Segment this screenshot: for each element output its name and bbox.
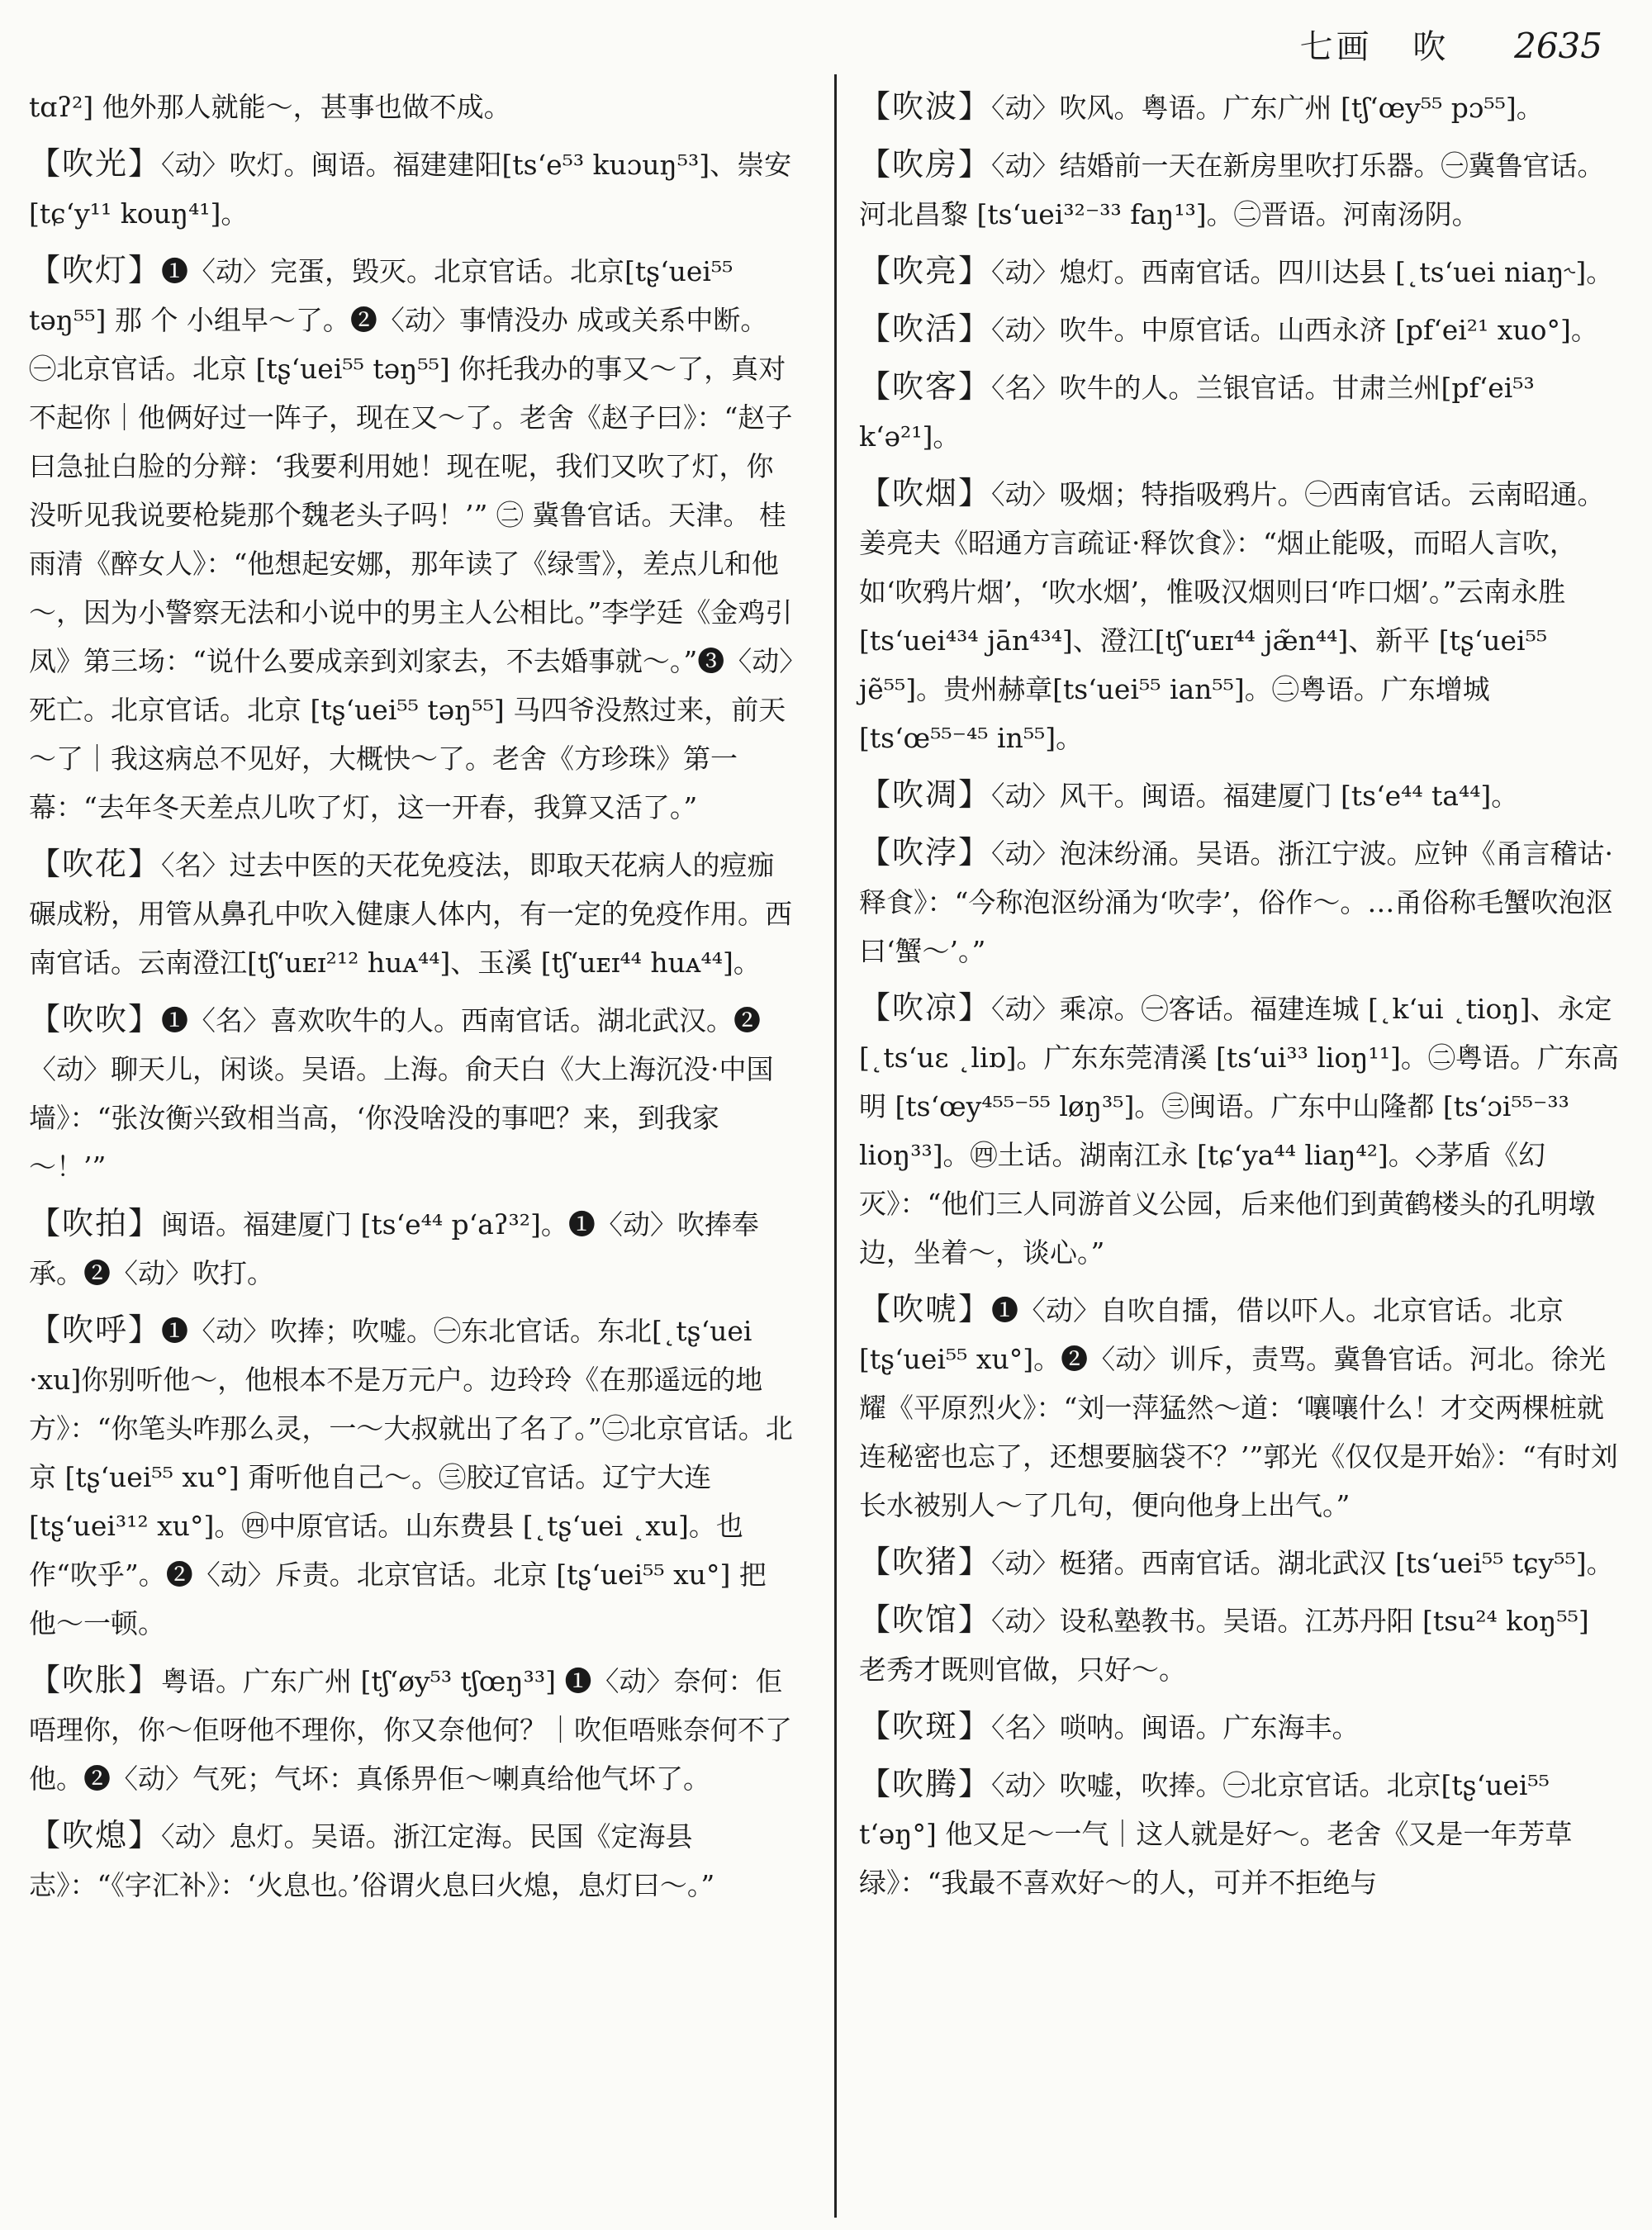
dictionary-entry [29,995,793,1191]
page-number: 2635 [1514,26,1602,66]
dictionary-entry [859,1538,1623,1587]
entry-definition: 〈动〉息灯。吴语。浙江定海。民国《定海县志》：“《字汇补》：‘火息也。’俗谓火息曰火熄，息灯曰～。” [29,1820,715,1901]
entry-definition: 〈动〉吸烟；特指吸鸦片。㊀西南官话。云南昭通。姜亮夫《昭通方言疏证·释饮食》：“烟止能吸，而昭人言吹，如‘吹鸦片烟’，‘吹水烟’，惟吸汉烟则曰‘咋口烟’。”云南永胜 [ts‘uei⁴³⁴ jān⁴³⁴]、澄江[tʃ‘uᴇɪ⁴⁴ jæ̃n⁴⁴]、新平 [tʂ‘uei⁵⁵ jẽ⁵⁵]。贵州赫章[ts‘uei⁵⁵ ian⁵⁵]。㊁粤语。广东增城 [ts‘œ⁵⁵⁻⁴⁵ in⁵⁵]。 [859,478,1605,754]
entry-headword: 【吹亮】 [859,253,992,289]
dictionary-entry [29,1656,793,1803]
dictionary-entry [859,1702,1623,1752]
entry-headword: 【吹馆】 [859,1601,992,1638]
dictionary-entry [859,1596,1623,1694]
entry-definition: 〈动〉乘凉。㊀客话。福建连城 [˛k‘ui ˛tioŋ]、永定 [˛ts‘uɛ ˛liɒ]。广东东莞清溪 [ts‘ui³³ lioŋ¹¹]。㊁粤语。广东高明 [ts‘œy⁴⁵⁵⁻⁵⁵ løŋ³⁵]。㊂闽语。广东中山隆都 [ts‘ɔi⁵⁵⁻³³ lioŋ³³]。㊃土话。湖南江永 [tɕ‘ya⁴⁴ liaŋ⁴²]。◇茅盾《幻灭》：“他们三人同游首义公园，后来他们到黄鹤楼头的孔明墩边，坐着～，谈心。” [859,993,1621,1269]
entry-definition: 〈动〉吹灯。闽语。福建建阳[ts‘e⁵³ kuɔuŋ⁵³]、崇安 [tɕ‘y¹¹ kouŋ⁴¹]。 [29,149,800,230]
entry-headword: 【吹猪】 [859,1544,992,1580]
entry-definition: 〈名〉过去中医的天花免疫法，即取天花病人的痘痂碾成粉，用管从鼻孔中吹入健康人体内，有一定的免疫作用。西南官话。云南澄江[tʃ‘uᴇɪ²¹² huᴀ⁴⁴]、玉溪 [tʃ‘uᴇɪ⁴⁴ huᴀ⁴⁴]。 [29,849,792,979]
entry-headword: 【吹腾】 [859,1766,992,1802]
entry-headword: 【吹浡】 [859,834,992,871]
entry-definition: 〈动〉泡沫纷涌。吴语。浙江宁波。应钟《甬言稽诂·释食》：“今称泡沤纷涌为‘吹孛’，俗作～。…甬俗称毛蟹吹泡沤曰‘蟹～’。” [859,837,1614,967]
right-column [859,83,1623,1915]
entry-headword: 【吹斑】 [859,1708,992,1744]
dictionary-entry [859,363,1623,461]
dictionary-entry [29,246,793,832]
entry-headword: 【吹活】 [859,311,992,347]
entry-headword: 【吹房】 [859,146,992,183]
entry-definition: 〈动〉吹风。粤语。广东广州 [tʃ‘œy⁵⁵ pɔ⁵⁵]。 [991,92,1544,124]
dictionary-entry [859,140,1623,239]
entry-definition: ❶〈动〉吹捧；吹嘘。㊀东北官话。东北[˛tʂ‘uei ·xu]你别听他～，他根本不是万元户。边玲玲《在那遥远的地方》：“你笔头咋那么灵，一～大叔就出了名了。”㊁北京官话。北京 [tʂ‘uei⁵⁵ xu°] 甭听他自己～。㊂胶辽官话。辽宁大连 [tʂ‘uei³¹² xu°]。㊃中原官话。山东费县 [˛tʂ‘uei ˛xu]。也作“吹乎”。❷〈动〉斥责。北京官话。北京 [tʂ‘uei⁵⁵ xu°] 把他～一顿。 [29,1315,793,1639]
dictionary-entry [859,1760,1623,1907]
entry-definition: ❶〈动〉完蛋，毁灭。北京官话。北京[tʂ‘uei⁵⁵ təŋ⁵⁵] 那 个 小组早～了。❷〈动〉事情没办 成或关系中断。㊀北京官话。北京 [tʂ‘uei⁵⁵ təŋ⁵⁵] 你托我办的事又～了，真对不起你｜他俩好过一阵子，现在又～了。老舍《赵子曰》：“赵子曰急扯白脸的分辩：‘我要利用她！现在呢，我们又吹了灯，你没听见我说要枪毙那个魏老头子吗！’” ㊁ 冀鲁官话。天津。 桂雨清《醉女人》：“他想起安娜，那年读了《绿雪》，差点儿和他～，因为小警察无法和小说中的男主人公相比。”李学廷《金鸡引凤》第三场：“说什么要成亲到刘家去，不去婚事就～。”❸〈动〉死亡。北京官话。北京 [tʂ‘uei⁵⁵ təŋ⁵⁵] 马四爷没熬过来，前天～了｜我这病总不见好，大概快～了。老舍《方珍珠》第一幕：“去年冬天差点儿吹了灯，这一开春，我算又活了。” [29,255,793,823]
entry-definition: 〈动〉风干。闽语。福建厦门 [ts‘e⁴⁴ ta⁴⁴]。 [991,780,1519,812]
entry-definition: ❶〈名〉喜欢吹牛的人。西南官话。湖北武汉。❷〈动〉聊天儿，闲谈。吴语。上海。俞天白《大上海沉没·中国墙》：“张汝衡兴致相当高，‘你没啥没的事吧？来，到我家～！’” [29,1004,774,1183]
section-label: 七画 [1299,28,1373,66]
radical-character: 吹 [1412,28,1446,66]
dictionary-entry [29,1306,793,1648]
dictionary-entry [859,247,1623,297]
entry-headword: 【吹光】 [29,145,162,182]
entry-definition: ❶〈动〉自吹自擂，借以吓人。北京官话。北京 [tʂ‘uei⁵⁵ xu°]。❷〈动〉训斥，责骂。冀鲁官话。河北。徐光耀《平原烈火》：“刘一萍猛然～道：‘嚷嚷什么！才交两棵桩就连秘密也忘了，还想要脑袋不？’”郭光《仅仅是开始》：“有时刘长水被别人～了几句，便向他身上出气。” [859,1294,1618,1521]
entry-headword: 【吹客】 [859,368,992,405]
page-header [50,23,1602,69]
entry-definition: 〈名〉吹牛的人。兰银官话。甘肃兰州[pf‘ei⁵³ k‘ə²¹]。 [859,372,1544,453]
continuation-text: tɑʔ²] 他外那人就能～，甚事也做不成。 [29,91,511,123]
entry-definition: 〈动〉吹嘘，吹捧。㊀北京官话。北京[tʂ‘uei⁵⁵ t‘əŋ°] 他又足～一气｜这人就是好～。老舍《又是一年芳草绿》：“我最不喜欢好～的人，可并不拒绝与 [859,1769,1573,1899]
dictionary-entry [859,828,1623,975]
entry-definition: 闽语。福建厦门 [ts‘e⁴⁴ p‘aʔ³²]。❶〈动〉吹捧奉承。❷〈动〉吹打。 [29,1208,759,1289]
entry-headword: 【吹灯】 [29,252,162,288]
entry-definition: 粤语。广东广州 [tʃ‘øy⁵³ tʃœŋ³³] ❶〈动〉奈何：佢唔理你，你～佢呀他不理你，你又奈他何？｜吹佢唔账奈何不了他。❷〈动〉气死；气坏：真係畀佢～喇真给他气坏了。 [29,1665,792,1795]
dictionary-entry [859,1285,1623,1530]
entry-headword: 【吹拍】 [29,1205,162,1241]
entry-definition: 〈名〉唢呐。闽语。广东海丰。 [991,1711,1360,1744]
entry-headword: 【吹呼】 [29,1312,162,1348]
dictionary-entry [29,1199,793,1298]
dictionary-entry [859,83,1623,132]
dictionary-entry [859,984,1623,1277]
entry-headword: 【吹凋】 [859,776,992,813]
entry-headword: 【吹波】 [859,88,992,125]
left-column [29,83,800,1918]
column-divider [834,74,837,2218]
entry-definition: 〈动〉梃猪。西南官话。湖北武汉 [ts‘uei⁵⁵ tɕy⁵⁵]。 [991,1547,1614,1579]
dictionary-entry [29,1811,793,1910]
dictionary-entry [859,305,1623,354]
entry-headword: 【吹唬】 [859,1291,992,1327]
entry-definition: 〈动〉结婚前一天在新房里吹打乐器。㊀冀鲁官话。河北昌黎 [ts‘uei³²⁻³³ faŋ¹³]。㊁晋语。河南汤阴。 [859,149,1605,230]
entry-headword: 【吹吹】 [29,1001,162,1037]
entry-headword: 【吹烟】 [859,475,992,511]
entry-definition: 〈动〉设私塾教书。吴语。江苏丹阳 [tsu²⁴ koŋ⁵⁵] 老秀才既则官做，只好～。 [859,1605,1598,1686]
entry-definition: 〈动〉熄灯。西南官话。四川达县 [˛ts‘uei niaŋ˞]。 [991,256,1614,288]
entry-headword: 【吹胀】 [29,1662,162,1698]
entry-headword: 【吹熄】 [29,1817,162,1853]
entry-headword: 【吹凉】 [859,989,992,1026]
dictionary-entry [859,771,1623,820]
entry-headword: 【吹花】 [29,846,162,882]
entry-definition: 〈动〉吹牛。中原官话。山西永济 [pf‘ei²¹ xuo°]。 [991,314,1598,346]
dictionary-entry [29,140,800,238]
dictionary-entry [859,469,1623,762]
dictionary-entry [29,840,793,987]
